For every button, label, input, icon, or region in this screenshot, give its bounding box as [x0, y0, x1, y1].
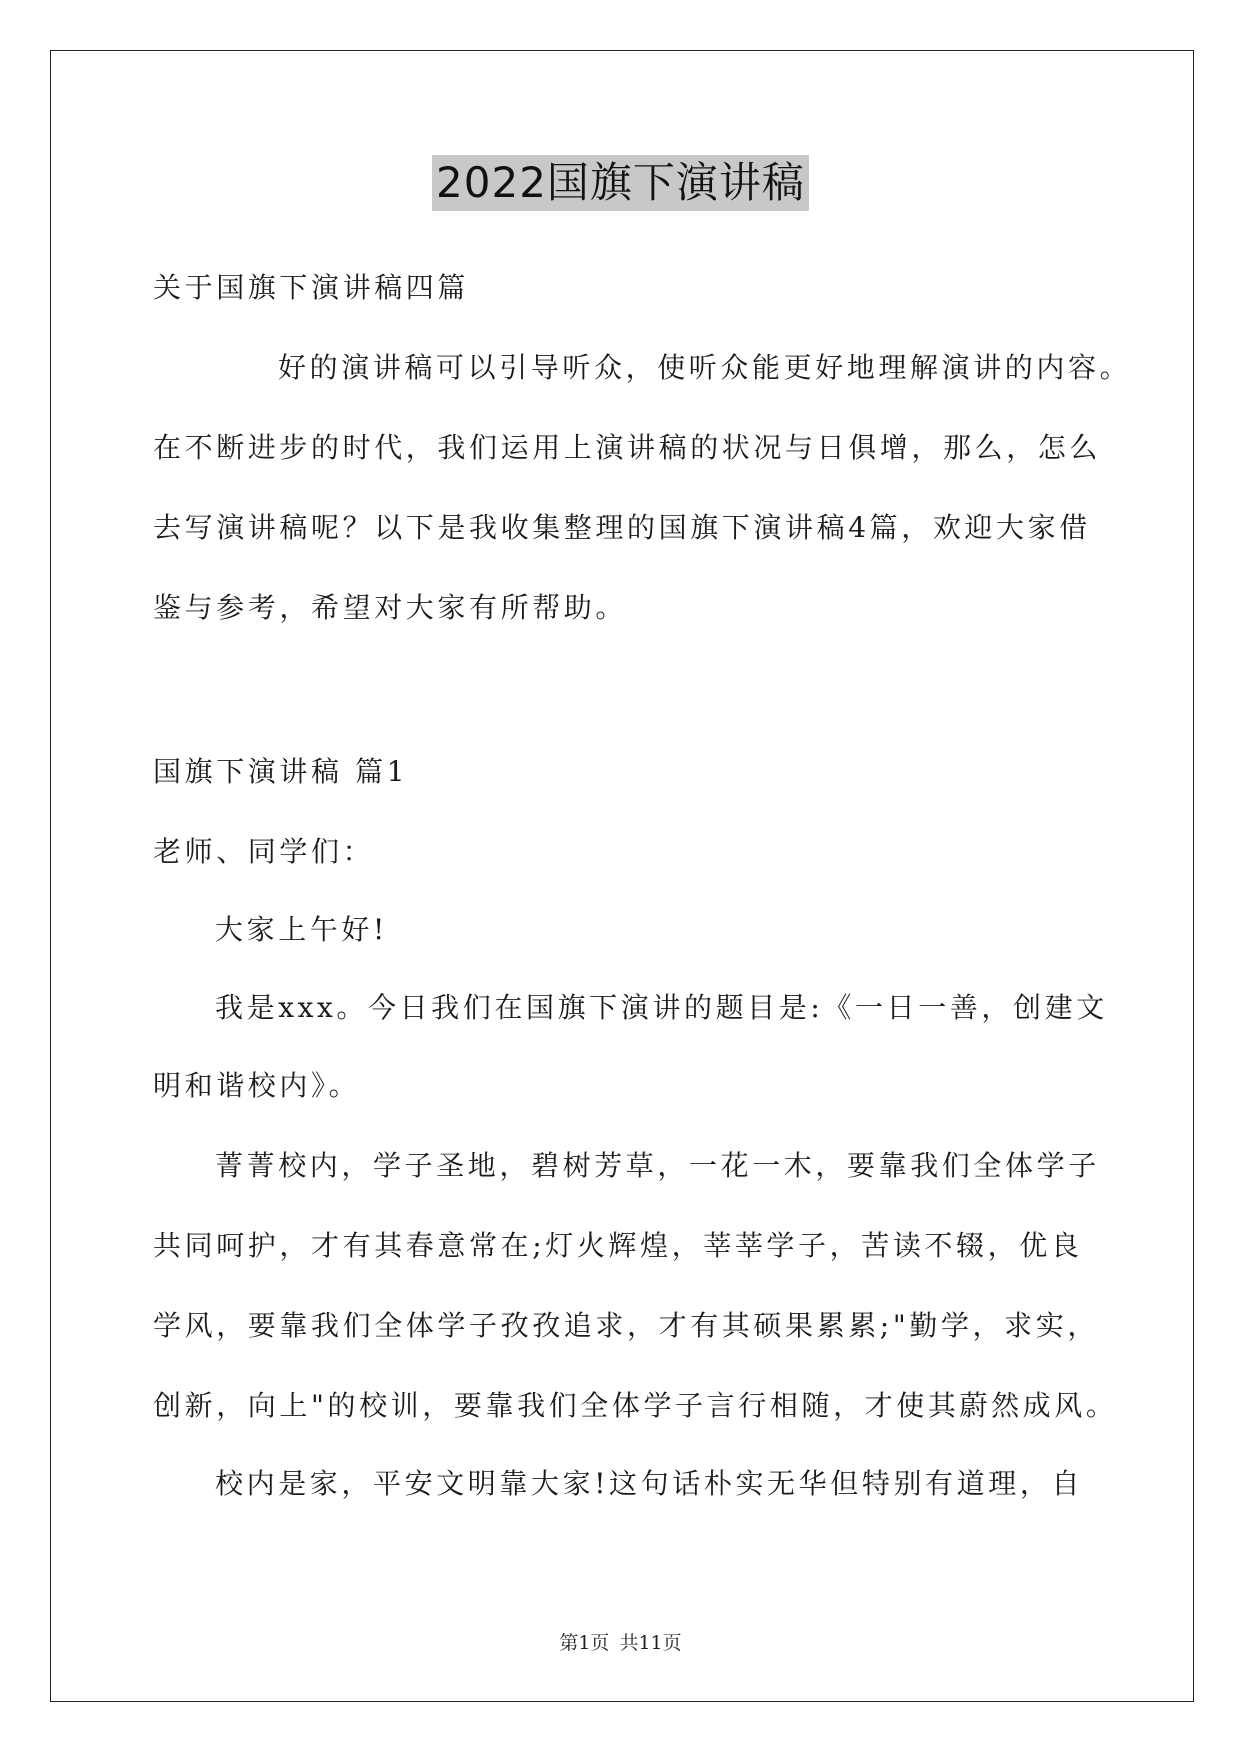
body-line: 我是xxx。今日我们在国旗下演讲的题目是:《一日一善，创建文 [215, 991, 1108, 1024]
body-line: 校内是家，平安文明靠大家!这句话朴实无华但特别有道理，自 [215, 1467, 1084, 1500]
intro-line: 好的演讲稿可以引导听众，使听众能更好地理解演讲的内容。 [278, 351, 1132, 384]
salutation: 老师、同学们： [153, 835, 375, 868]
section-heading: 国旗下演讲稿 篇1 [153, 755, 409, 788]
document-title-text: 2022国旗下演讲稿 [432, 155, 809, 211]
body-line: 学风，要靠我们全体学子孜孜追求，才有其硕果累累;"勤学，求实， [153, 1309, 1099, 1342]
page-footer [0, 1631, 1241, 1655]
intro-line: 在不断进步的时代，我们运用上演讲稿的状况与日俱增，那么，怎么 [153, 431, 1102, 464]
body-line: 创新，向上"的校训，要靠我们全体学子言行相随，才使其蔚然成风。 [153, 1389, 1118, 1422]
page-total: 共11页 [619, 1632, 682, 1654]
body-line: 共同呵护，才有其春意常在;灯火辉煌，莘莘学子，苦读不辍，优良 [153, 1229, 1083, 1262]
intro-line: 鉴与参考，希望对大家有所帮助。 [153, 591, 628, 624]
document-title [0, 155, 1241, 211]
page-number: 第1页 [559, 1632, 610, 1654]
intro-line: 去写演讲稿呢？以下是我收集整理的国旗下演讲稿4篇，欢迎大家借 [153, 511, 1091, 544]
body-line: 菁菁校内，学子圣地，碧树芳草，一花一木，要靠我们全体学子 [215, 1149, 1100, 1182]
greeting: 大家上午好! [215, 913, 388, 946]
body-line: 明和谐校内》。 [153, 1069, 361, 1102]
document-subtitle: 关于国旗下演讲稿四篇 [153, 271, 470, 304]
